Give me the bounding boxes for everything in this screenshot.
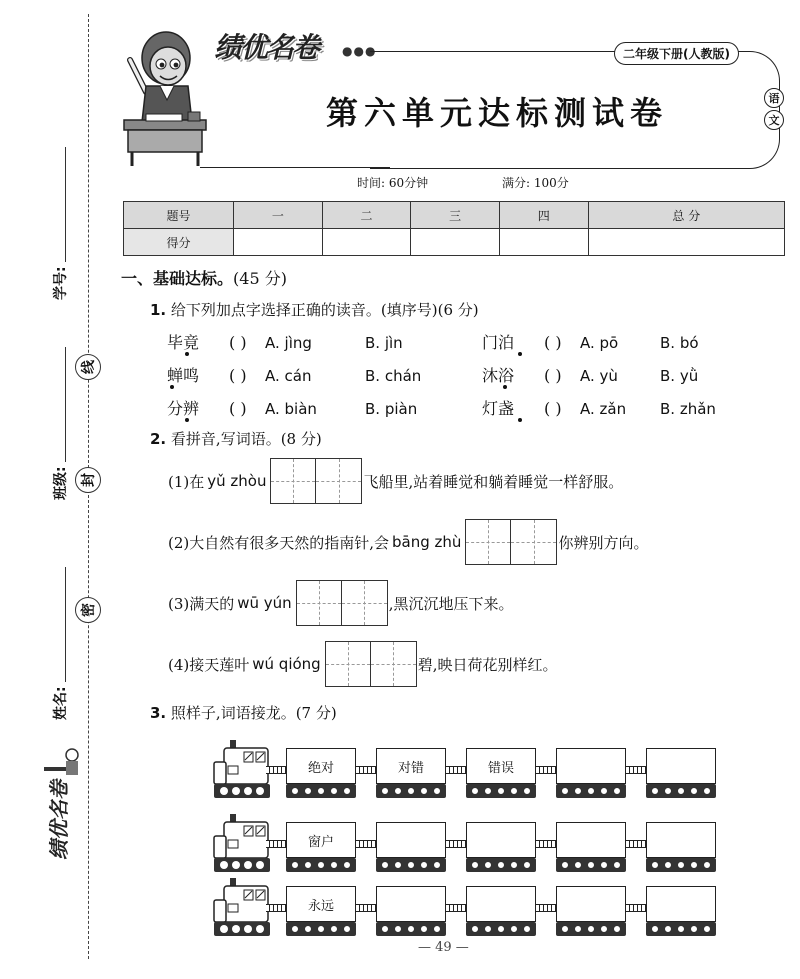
brand-logo: 绩优名卷 bbox=[214, 31, 319, 64]
column-3-header: 三 bbox=[411, 202, 500, 229]
side-logo-text: 绩优名卷 bbox=[47, 780, 71, 860]
pinyin-prompt: yǔ zhòu bbox=[207, 472, 267, 490]
emphasis-dot bbox=[185, 352, 189, 356]
student-id-field[interactable] bbox=[50, 147, 70, 300]
train-wheels bbox=[556, 784, 626, 798]
pinyin-row-1-left bbox=[167, 330, 465, 353]
train-car-blank[interactable] bbox=[646, 822, 716, 858]
train-coupler bbox=[536, 904, 558, 912]
train-coupler bbox=[626, 840, 648, 848]
question-3-text: 照样子,词语接龙。(7 分) bbox=[170, 704, 337, 722]
question-number-header: 题号 bbox=[124, 202, 234, 229]
character-grid[interactable] bbox=[465, 519, 557, 565]
train-coupler bbox=[356, 766, 378, 774]
train-coupler bbox=[536, 840, 558, 848]
answer-blank[interactable]: ( ) bbox=[229, 399, 247, 418]
train-wheels bbox=[376, 922, 446, 936]
train-coupler bbox=[266, 766, 288, 774]
score-cell-4[interactable] bbox=[499, 229, 588, 256]
train-car-word: 永远 bbox=[286, 886, 356, 922]
train-coupler bbox=[446, 904, 468, 912]
score-table-header-row bbox=[124, 202, 785, 229]
option-b: B. bó bbox=[660, 334, 699, 352]
class-field[interactable] bbox=[50, 347, 70, 500]
brand-dots: ●●● bbox=[342, 44, 377, 58]
train-car-blank[interactable] bbox=[556, 748, 626, 784]
train-car-blank[interactable] bbox=[376, 886, 446, 922]
locomotive-icon bbox=[212, 876, 274, 938]
option-a: A. yù bbox=[580, 367, 618, 385]
answer-blank[interactable]: ( ) bbox=[544, 399, 562, 418]
question-3-title bbox=[150, 702, 337, 723]
word-menbo: 门泊 bbox=[482, 333, 515, 352]
word-bijing: 毕竟 bbox=[167, 333, 200, 352]
column-2-header: 二 bbox=[322, 202, 411, 229]
student-id-label: 学号: bbox=[53, 266, 69, 300]
title-frame-underline bbox=[200, 167, 390, 168]
write-item-2: (2)大自然有很多天然的指南针,会 bāng zhù 你辨别方向。 bbox=[168, 519, 648, 565]
train-car-blank[interactable] bbox=[556, 886, 626, 922]
option-a: A. cán bbox=[265, 367, 312, 385]
question-1-number: 1. bbox=[150, 301, 167, 319]
pinyin-prompt: wū yún bbox=[237, 594, 292, 612]
option-b: B. chán bbox=[365, 367, 422, 385]
pinyin-row-3-left bbox=[167, 396, 465, 419]
word-fenbian: 分辨 bbox=[167, 399, 200, 418]
option-b: B. piàn bbox=[365, 400, 418, 418]
mascot-illustration bbox=[116, 20, 211, 170]
train-1 bbox=[212, 738, 722, 800]
train-coupler bbox=[356, 904, 378, 912]
answer-blank[interactable]: ( ) bbox=[544, 333, 562, 352]
score-cell-total[interactable] bbox=[588, 229, 784, 256]
answer-blank[interactable]: ( ) bbox=[544, 366, 562, 385]
exam-time: 时间: 60分钟 bbox=[357, 176, 429, 190]
train-car-blank[interactable] bbox=[466, 822, 536, 858]
emphasis-dot bbox=[185, 418, 189, 422]
score-cell-3[interactable] bbox=[411, 229, 500, 256]
column-1-header: 一 bbox=[234, 202, 323, 229]
train-car-word: 绝对 bbox=[286, 748, 356, 784]
train-coupler bbox=[266, 904, 288, 912]
train-coupler bbox=[356, 840, 378, 848]
train-2 bbox=[212, 812, 722, 874]
train-wheels bbox=[466, 858, 536, 872]
train-3 bbox=[212, 876, 722, 938]
score-cell-1[interactable] bbox=[234, 229, 323, 256]
write-item-4: (4)接天莲叶 wú qióng 碧,映日荷花别样红。 bbox=[168, 641, 557, 687]
score-row-header: 得分 bbox=[124, 229, 234, 256]
character-grid[interactable] bbox=[296, 580, 388, 626]
train-car-word: 对错 bbox=[376, 748, 446, 784]
train-wheels bbox=[646, 858, 716, 872]
answer-blank[interactable]: ( ) bbox=[229, 366, 247, 385]
section-1-heading: 一、基础达标。 bbox=[121, 269, 234, 288]
option-a: A. zǎn bbox=[580, 400, 627, 418]
character-grid[interactable] bbox=[325, 641, 417, 687]
page-title: 第六单元达标测试卷 bbox=[326, 94, 669, 132]
answer-blank[interactable]: ( ) bbox=[229, 333, 247, 352]
emphasis-dot bbox=[518, 418, 522, 422]
train-wheels bbox=[376, 858, 446, 872]
train-wheels bbox=[466, 922, 536, 936]
seal-xian: 线 bbox=[75, 354, 101, 380]
subject-char-2: 文 bbox=[764, 110, 784, 130]
pinyin-row-2-left bbox=[167, 363, 465, 386]
question-2-title bbox=[150, 428, 322, 449]
train-wheels bbox=[376, 784, 446, 798]
emphasis-dot bbox=[503, 385, 507, 389]
train-car-blank[interactable] bbox=[646, 886, 716, 922]
train-coupler bbox=[626, 904, 648, 912]
pinyin-row-1-right bbox=[482, 330, 730, 353]
column-4-header: 四 bbox=[499, 202, 588, 229]
total-header: 总 分 bbox=[588, 202, 784, 229]
train-car-word: 错误 bbox=[466, 748, 536, 784]
pinyin-prompt: bāng zhù bbox=[392, 533, 462, 551]
locomotive-icon bbox=[212, 812, 274, 874]
name-field[interactable] bbox=[50, 567, 70, 720]
side-brand-logo bbox=[40, 745, 84, 865]
name-label: 姓名: bbox=[53, 686, 69, 720]
question-1-title bbox=[150, 299, 479, 320]
class-label: 班级: bbox=[53, 466, 69, 500]
score-table bbox=[123, 201, 785, 256]
pinyin-row-3-right bbox=[482, 396, 730, 419]
score-table-score-row bbox=[124, 229, 785, 256]
section-1-points: (45 分) bbox=[233, 269, 287, 288]
full-score: 满分: 100分 bbox=[502, 176, 569, 190]
write-item-3: (3)满天的 wū yún ,黑沉沉地压下来。 bbox=[168, 580, 513, 626]
train-wheels bbox=[646, 922, 716, 936]
pinyin-prompt: wú qióng bbox=[252, 655, 321, 673]
grade-badge: 二年级下册(人教版) bbox=[614, 42, 739, 65]
score-cell-2[interactable] bbox=[322, 229, 411, 256]
train-coupler bbox=[266, 840, 288, 848]
train-coupler bbox=[626, 766, 648, 774]
train-wheels bbox=[556, 858, 626, 872]
option-a: A. pō bbox=[580, 334, 619, 352]
emphasis-dot bbox=[518, 352, 522, 356]
train-coupler bbox=[446, 766, 468, 774]
option-b: B. yǜ bbox=[660, 367, 699, 385]
option-b: B. zhǎn bbox=[660, 400, 716, 418]
word-muyu: 沐浴 bbox=[482, 366, 515, 385]
option-a: A. biàn bbox=[265, 400, 317, 418]
seal-feng: 封 bbox=[75, 467, 101, 493]
question-2-number: 2. bbox=[150, 430, 167, 448]
seal-mi: 密 bbox=[75, 597, 101, 623]
train-wheels bbox=[646, 784, 716, 798]
train-wheels bbox=[466, 784, 536, 798]
pinyin-row-2-right bbox=[482, 363, 730, 386]
emphasis-dot bbox=[170, 385, 174, 389]
character-grid[interactable] bbox=[270, 458, 362, 504]
train-wheels bbox=[286, 784, 356, 798]
train-coupler bbox=[536, 766, 558, 774]
write-item-1: (1)在 yǔ zhòu 飞船里,站着睡觉和躺着睡觉一样舒服。 bbox=[168, 458, 623, 504]
option-b: B. jìn bbox=[365, 334, 403, 352]
option-a: A. jìng bbox=[265, 334, 312, 352]
question-2-text: 看拼音,写词语。(8 分) bbox=[170, 430, 322, 448]
train-car-blank[interactable] bbox=[646, 748, 716, 784]
train-car-blank[interactable] bbox=[556, 822, 626, 858]
word-chanming: 蝉鸣 bbox=[167, 366, 200, 385]
train-car-blank[interactable] bbox=[376, 822, 446, 858]
locomotive-icon bbox=[212, 738, 274, 800]
train-wheels bbox=[556, 922, 626, 936]
subject-tab bbox=[763, 88, 785, 130]
question-3-number: 3. bbox=[150, 704, 167, 722]
section-1-title bbox=[121, 266, 287, 289]
word-dengzhan: 灯盏 bbox=[482, 399, 515, 418]
train-coupler bbox=[446, 840, 468, 848]
question-1-text: 给下列加点字选择正确的读音。(填序号)(6 分) bbox=[170, 301, 479, 319]
page-number: — 49 — bbox=[418, 940, 469, 955]
train-car-word: 窗户 bbox=[286, 822, 356, 858]
subject-char-1: 语 bbox=[764, 88, 784, 108]
train-car-blank[interactable] bbox=[466, 886, 536, 922]
train-wheels bbox=[286, 922, 356, 936]
train-wheels bbox=[286, 858, 356, 872]
